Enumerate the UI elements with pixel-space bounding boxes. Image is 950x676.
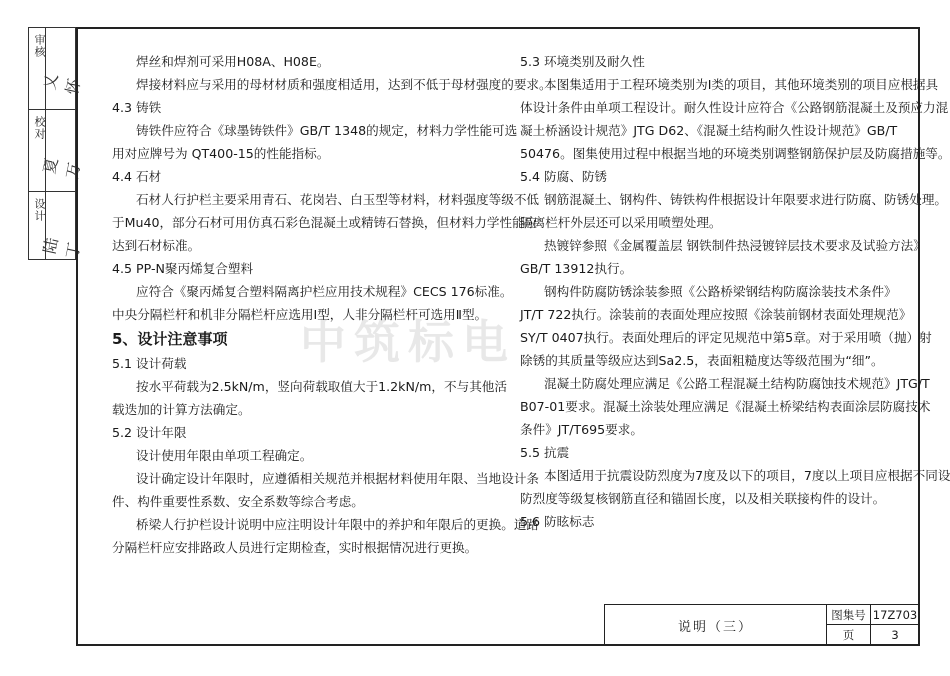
text-service-life-1: 设计使用年限由单项工程确定。 — [136, 448, 313, 463]
text-stone-3: 达到石材标准。 — [112, 238, 201, 253]
text-seismic-2: 防烈度等级复核钢筋直径和锚固长度，以及相关联接构件的设计。 — [520, 491, 886, 506]
atlas-number-label: 图集号 — [827, 605, 871, 625]
text-anticorrosion-2: 隔离栏杆外层还可以采用喷塑处理。 — [520, 215, 722, 230]
text-concrete-coating-2: B07-01要求。混凝土涂装处理应满足《混凝土桥梁结构表面涂层防腐技术 — [520, 399, 931, 414]
text-load-2: 载迭加的计算方法确定。 — [112, 402, 251, 417]
text-environment-1: 本图集适用于工程环境类别为Ⅰ类的项目，其他环境类别的项目应根据具 — [544, 77, 939, 92]
heading-4-3: 4.3 铸铁 — [112, 100, 162, 115]
handwritten-signature-3: 陆丁 — [39, 235, 85, 261]
sidebar-role-3: 设计 — [33, 198, 46, 222]
heading-5: 5、设计注意事项 — [112, 330, 228, 348]
text-service-life-3: 件、构件重要性系数、安全系数等综合考虑。 — [112, 494, 364, 509]
sidebar-role-2: 校对 — [33, 116, 46, 140]
text-stone-2: 于Mu40，部分石材可用仿真石彩色混凝土或精铸石替换，但材料力学性能应 — [112, 215, 538, 230]
text-pp-n-1: 应符合《聚丙烯复合塑料隔离护栏应用技术规程》CECS 176标准。 — [136, 284, 513, 299]
sheet-title: 说明（三） — [605, 605, 827, 646]
signature-sidebar — [28, 27, 85, 261]
handwritten-signature-1: 乂怀 — [39, 71, 85, 97]
text-load-1: 按水平荷载为2.5kN/m，竖向荷载取值大于1.2kN/m，不与其他活 — [136, 379, 507, 394]
sidebar-role-1: 审核 — [33, 34, 46, 58]
text-galvanizing-2: GB/T 13912执行。 — [520, 261, 633, 276]
heading-4-4: 4.4 石材 — [112, 169, 162, 184]
text-environment-4: 50476。图集使用过程中根据当地的环境类别调整钢筋保护层及防腐措施等。 — [520, 146, 950, 161]
text-service-life-5: 分隔栏杆应安排路政人员进行定期检查，实时根据情况进行更换。 — [112, 540, 478, 555]
heading-5-6: 5.6 防眩标志 — [520, 514, 595, 529]
text-environment-2: 体设计条件由单项工程设计。耐久性设计应符合《公路钢筋混凝土及预应力混 — [520, 100, 949, 115]
text-anticorrosion-1: 钢筋混凝土、钢构件、铸铁构件根据设计年限要求进行防腐、防锈处理。 — [544, 192, 947, 207]
heading-5-3: 5.3 环境类别及耐久性 — [520, 54, 645, 69]
heading-5-5: 5.5 抗震 — [520, 445, 570, 460]
text-service-life-4: 桥梁人行护栏设计说明中应注明设计年限中的养护和年限后的更换。道路 — [136, 517, 539, 532]
watermark: 中筑标电 — [300, 315, 516, 369]
text-galvanizing-1: 热镀锌参照《金属覆盖层 钢铁制件热浸镀锌层技术要求及试验方法》 — [544, 238, 926, 253]
right-column — [520, 50, 950, 533]
text-concrete-coating-3: 条件》JT/T695要求。 — [520, 422, 643, 437]
page-label: 页 — [827, 625, 871, 645]
text-stone-1: 石材人行护栏主要采用青石、花岗岩、白玉型等材料，材料强度等级不低 — [136, 192, 539, 207]
text-environment-3: 凝土桥涵设计规范》JTG D62、《混凝土结构耐久性设计规范》GB/T — [520, 123, 898, 138]
text-concrete-coating-1: 混凝土防腐处理应满足《公路工程混凝土结构防腐蚀技术规范》JTG/T — [544, 376, 930, 391]
heading-5-4: 5.4 防腐、防锈 — [520, 169, 608, 184]
text-steel-coating-3: SY/T 0407执行。表面处理后的评定见规范中第5章。对于采用喷（抛）射 — [520, 330, 932, 345]
heading-5-2: 5.2 设计年限 — [112, 425, 187, 440]
text-steel-coating-2: JT/T 722执行。涂装前的表面处理应按照《涂装前钢材表面处理规范》 — [520, 307, 912, 322]
heading-5-1: 5.1 设计荷载 — [112, 356, 187, 371]
heading-4-5: 4.5 PP-N聚丙烯复合塑料 — [112, 261, 254, 276]
text-welding-wire: 焊丝和焊剂可采用H08A、H08E。 — [136, 54, 330, 69]
text-service-life-2: 设计确定设计年限时，应遵循相关规范并根据材料使用年限、当地设计条 — [136, 471, 539, 486]
text-steel-coating-1: 钢构件防腐防锈涂装参照《公路桥梁钢结构防腐涂装技术条件》 — [544, 284, 897, 299]
text-welding-material: 焊接材料应与采用的母材材质和强度相适用，达到不低于母材强度的要求。 — [136, 77, 552, 92]
atlas-number-value: 17Z703 — [871, 605, 919, 625]
handwritten-signature-2: 夏万 — [39, 155, 85, 181]
page-number: 3 — [891, 628, 899, 642]
text-cast-iron-2: 用对应牌号为 QT400-15的性能指标。 — [112, 146, 330, 161]
text-steel-coating-4: 除锈的其质量等级应达到Sa2.5，表面粗糙度达等级范围为“细”。 — [520, 353, 884, 368]
title-block — [604, 604, 920, 646]
text-cast-iron-1: 铸铁件应符合《球墨铸铁件》GB/T 1348的规定，材料力学性能可选 — [136, 123, 518, 138]
text-seismic-1: 本图适用于抗震设防烈度为7度及以下的项目，7度以上项目应根据不同设 — [544, 468, 950, 483]
text-pp-n-2: 中央分隔栏杆和机非分隔栏杆应选用Ⅰ型，人非分隔栏杆可选用Ⅱ型。 — [112, 307, 488, 322]
